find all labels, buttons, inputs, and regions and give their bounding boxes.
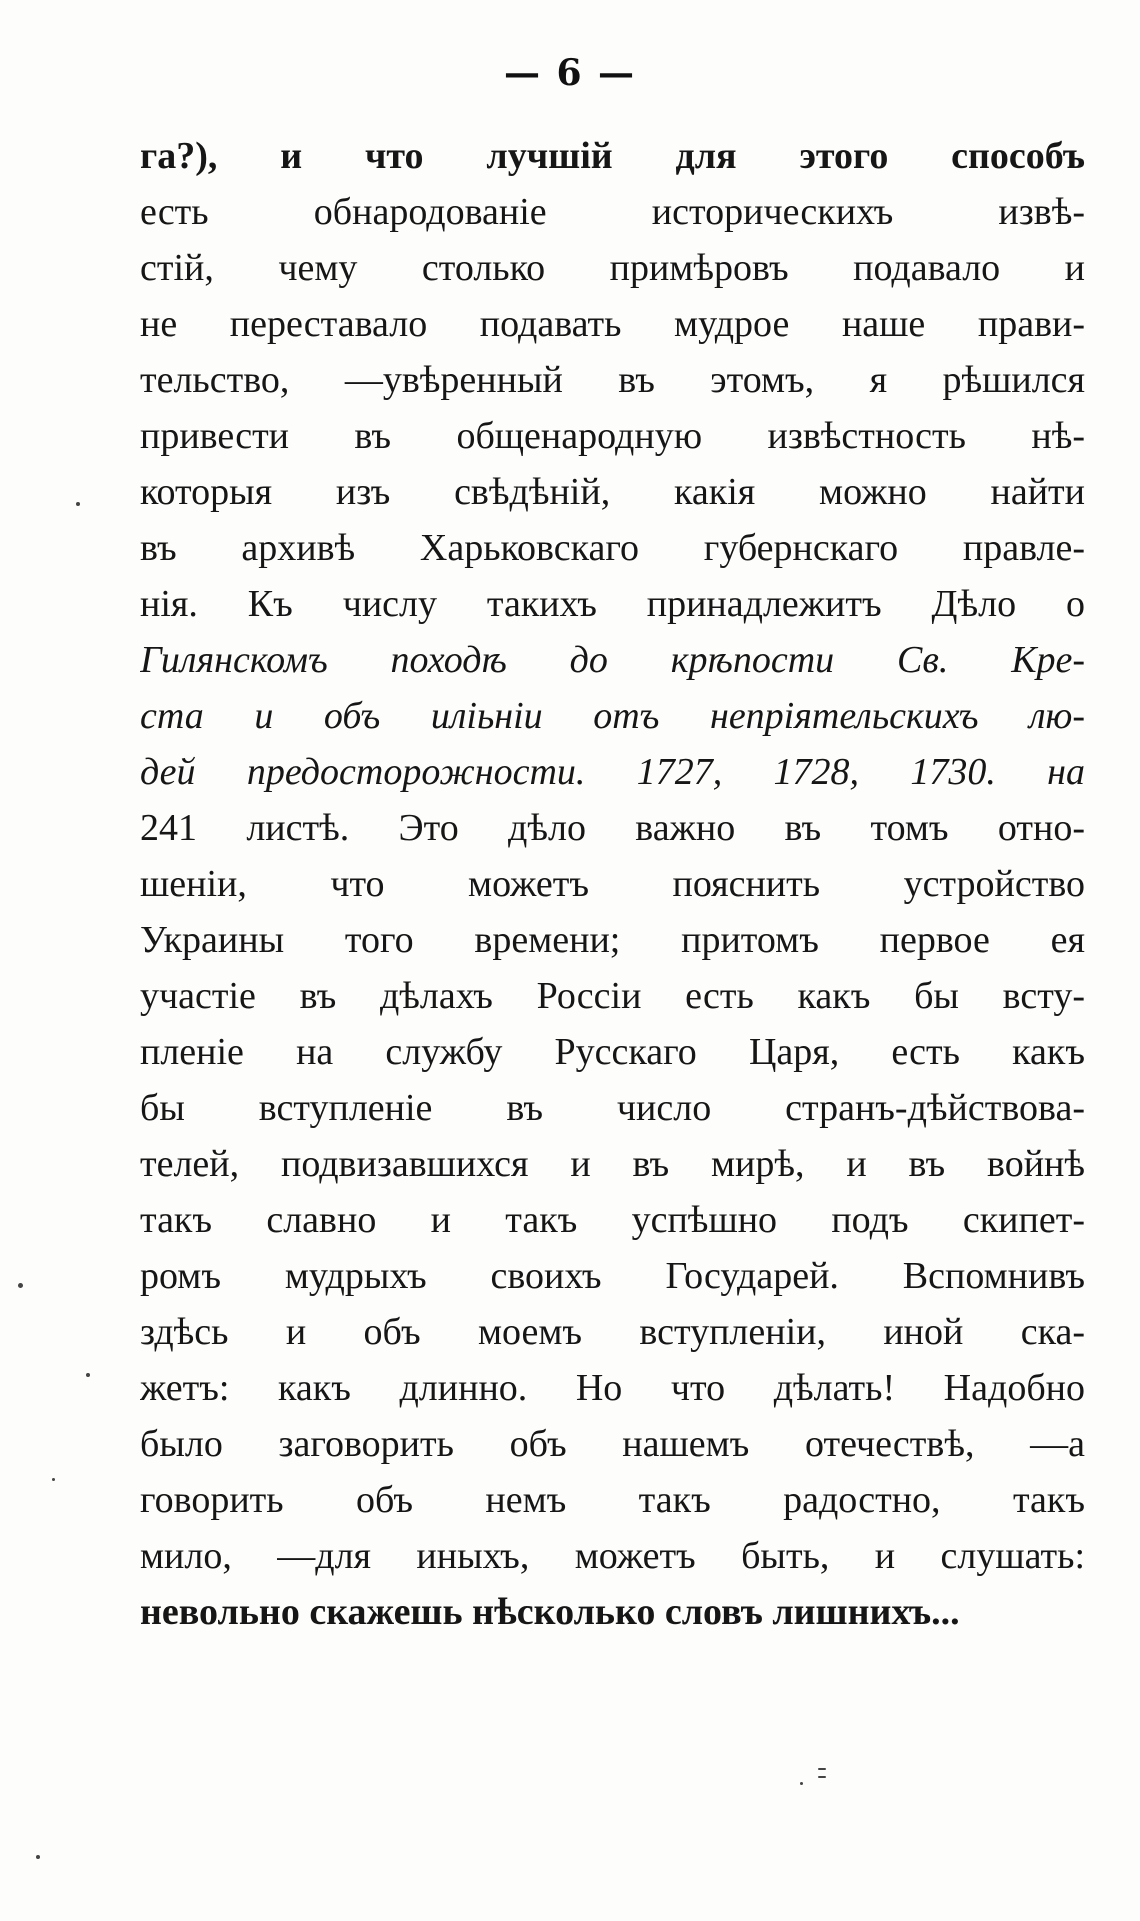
text-line-21: ромъ мудрыхъ своихъ Государей. Вспомнивъ	[140, 1255, 1085, 1297]
text-line-25: говорить объ немъ такъ радостно, такъ	[140, 1479, 1085, 1521]
text-line-11: ста и объ иліьніи отъ непріятельскихъ лю-	[140, 695, 1085, 737]
text-line-12: дей предосторожности. 1727, 1728, 1730. на	[140, 751, 1085, 793]
text-line-5: тельство, —увѣренный въ этомъ, я рѣшился	[140, 359, 1085, 401]
text-line-14: шеніи, что можетъ пояснить устройство	[140, 863, 1085, 905]
text-line-7: которыя изъ свѣдѣній, какія можно найти	[140, 471, 1085, 513]
text-line-20: такъ славно и такъ успѣшно подъ скипет-	[140, 1199, 1085, 1241]
text-line-24: было заговорить объ нашемъ отечествѣ, —а	[140, 1423, 1085, 1465]
scan-speck	[86, 1373, 90, 1377]
text-line-18: бы вступленіе въ число странъ-дѣйствова-	[140, 1087, 1085, 1129]
text-line-17: пленіе на службу Русскаго Царя, есть какъ	[140, 1031, 1085, 1073]
text-line-19: телей, подвизавшихся и въ мирѣ, и въ войнѣ	[140, 1143, 1085, 1185]
text-line-26: мило, —для иныхъ, можетъ быть, и слушать:	[140, 1535, 1085, 1577]
text-line-13: 241 листѣ. Это дѣло важно въ томъ отно-	[140, 807, 1085, 849]
text-line-9: нія. Къ числу такихъ принадлежитъ Дѣло о	[140, 583, 1085, 625]
text-line-8: въ архивѣ Харьковскаго губернскаго правле-	[140, 527, 1085, 569]
text-line-16: участіе въ дѣлахъ Россіи есть какъ бы всту-	[140, 975, 1085, 1017]
scan-speck	[76, 502, 80, 506]
scan-speck	[52, 1478, 55, 1481]
scan-speck	[36, 1855, 40, 1859]
body-text	[140, 128, 1085, 1640]
text-line-3: стій, чему столько примѣровъ подавало и	[140, 247, 1085, 289]
scan-speck	[818, 1768, 826, 1770]
scan-speck	[800, 1782, 803, 1785]
text-line-22: здѣсь и объ моемъ вступленіи, иной ска-	[140, 1311, 1085, 1353]
text-line-27: невольно скажешь нѣсколько словъ лишнихъ...	[140, 1591, 960, 1633]
text-line-4: не переставало подавать мудрое наше прави-	[140, 303, 1085, 345]
text-line-23: жетъ: какъ длинно. Но что дѣлать! Надобно	[140, 1367, 1085, 1409]
scan-speck	[18, 1283, 23, 1288]
text-line-6: привести въ общенародную извѣстность нѣ-	[140, 415, 1085, 457]
text-line-10: Гилянскомъ походѣ до крѣпости Св. Кре-	[140, 639, 1085, 681]
text-line-15: Украины того времени; притомъ первое ея	[140, 919, 1085, 961]
text-line-1: га?), и что лучшій для этого способъ	[140, 135, 1085, 177]
scan-speck	[818, 1776, 826, 1778]
page-number: — 6 —	[503, 52, 637, 94]
text-line-2: есть обнародованіе историческихъ извѣ-	[140, 191, 1085, 233]
